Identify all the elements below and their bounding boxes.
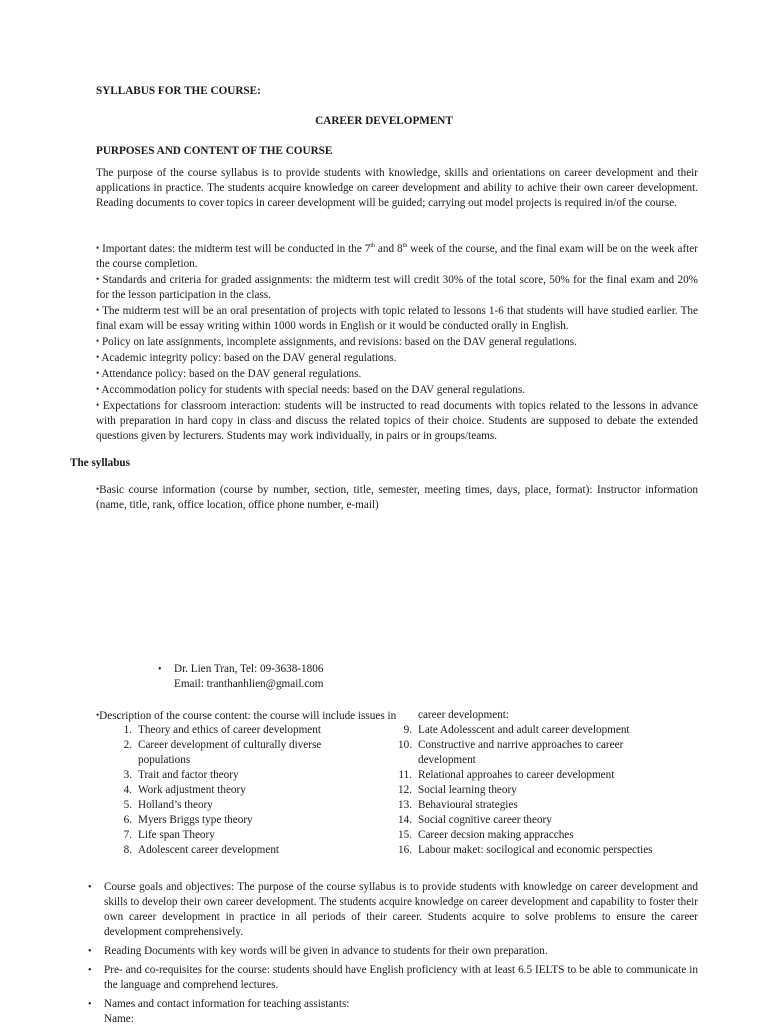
policy-item: • Accommodation policy for students with special needs: based on the DAV general regulations. <box>96 384 526 396</box>
topic-text: Social cognitive career theory <box>418 814 552 826</box>
topic-number: 10. <box>398 739 412 751</box>
topic-number: 3. <box>123 769 132 781</box>
course-name: CAREER DEVELOPMENT <box>315 115 453 127</box>
goal-item <box>88 880 698 940</box>
bullet-icon: • <box>96 384 100 394</box>
goal-item <box>88 944 698 959</box>
policy-item: • Important dates: the midterm test will be conducted in the 7th and 8th week of the course, and the final exam will be on the week after the course completion. <box>96 243 698 270</box>
topic-item <box>398 783 678 798</box>
bullet-icon: • <box>96 336 100 346</box>
topic-item <box>398 813 678 828</box>
bullet-icon: • <box>96 274 100 284</box>
bullet-icon: • <box>88 965 92 976</box>
policy-item: • Expectations for classroom interaction: students will be instructed to read documents with topics related to the lessons in advance with preparation in hard copy in class and discuss the related topics of their choice. Students are supposed to debate the extended questions given by lecturers. Students may work individually, in pairs or in groups/teams. <box>96 400 699 442</box>
basic-course-info: •Basic course information (course by number, section, title, semester, meeting times, days, place, format): Instructor information (name, title, rank, office location, office phone number, e-mail) <box>96 484 698 511</box>
bullet-icon: • <box>96 484 100 494</box>
intro-paragraph: The purpose of the course syllabus is to provide students with knowledge, skills and orientations on career development and their applications in practice. The students acquire knowledge on career development and ability to achive their own career development. Reading documents to cover topics in career development will be guided; carrying out model projects is required in/of the course. <box>96 167 698 209</box>
topic-text: Trait and factor theory <box>138 769 239 781</box>
topic-number: 5. <box>123 799 132 811</box>
bullet-icon: • <box>88 946 92 957</box>
topic-number: 14. <box>398 814 412 826</box>
description-intro: •Description of the course content: the course will include issues in <box>96 710 397 722</box>
ta-name-label: Name: <box>104 1013 134 1025</box>
instructor-name-phone: Dr. Lien Tran, Tel: 09-3638-1806 <box>174 663 324 675</box>
goal-text: Reading Documents with key words will be given in advance to students for their own preparation. <box>104 945 548 957</box>
topic-item <box>116 798 326 813</box>
topic-number: 6. <box>123 814 132 826</box>
topic-text: Social learning theory <box>418 784 517 796</box>
topic-number: 4. <box>123 784 132 796</box>
bullet-icon: • <box>96 352 100 362</box>
topic-item <box>116 783 326 798</box>
topic-text: Myers Briggs type theory <box>138 814 253 826</box>
topic-item <box>116 738 326 768</box>
topic-list-left <box>116 723 326 858</box>
topic-item <box>116 723 326 738</box>
instructor-contact <box>158 662 324 692</box>
bullet-icon: • <box>96 243 100 253</box>
topic-item <box>116 843 326 858</box>
topic-number: 13. <box>398 799 412 811</box>
instructor-email: Email: tranthanhlien@gmail.com <box>174 678 324 690</box>
topic-item <box>398 828 678 843</box>
bullet-icon: • <box>96 400 100 410</box>
goal-item <box>88 963 698 993</box>
syllabus-title: SYLLABUS FOR THE COURSE: <box>96 85 261 97</box>
topic-item <box>116 828 326 843</box>
topic-item <box>398 798 678 813</box>
topic-number: 11. <box>398 769 412 781</box>
policy-item: • The midterm test will be an oral presentation of projects with topic related to lessons 1-6 that students will have studied earlier. The final exam will be essay writing within 1000 words in English or it would be conducted orally in English. <box>96 305 698 332</box>
topic-text: Relational approahes to career development <box>418 769 615 781</box>
topic-text: Adolescent career development <box>138 844 280 856</box>
purposes-heading: PURPOSES AND CONTENT OF THE COURSE <box>96 145 333 157</box>
bullet-icon: • <box>88 999 92 1010</box>
topic-number: 7. <box>123 829 132 841</box>
bullet-icon: • <box>96 368 100 378</box>
policy-item: • Policy on late assignments, incomplete assignments, and revisions: based on the DAV general regulations. <box>96 336 577 348</box>
topic-item <box>398 738 678 768</box>
topic-text: Labour maket: socilogical and economic perspecties <box>418 844 653 856</box>
goal-item <box>88 997 698 1027</box>
topic-number: 1. <box>123 724 132 736</box>
topic-text: Late Adolesscent and adult career development <box>418 724 630 736</box>
topic-text: Life span Theory <box>138 829 215 841</box>
topic-number: 8. <box>123 844 132 856</box>
policy-list <box>96 241 698 444</box>
topic-number: 16. <box>398 844 412 856</box>
topic-number: 2. <box>123 739 132 751</box>
topic-list-right <box>398 723 678 858</box>
syllabus-heading: The syllabus <box>70 457 131 469</box>
topic-text: Career development of culturally diverse populations <box>138 739 322 766</box>
topic-item <box>116 768 326 783</box>
topic-text: Career decsion making appracches <box>418 829 574 841</box>
topic-text: Work adjustment theory <box>138 784 246 796</box>
topic-item <box>398 768 678 783</box>
goal-text: Course goals and objectives: The purpose of the course syllabus is to provide students with knowledge on career development and skills to develop their own career development. The students acquire knowledge on career development and capability to foster their own career development in practice in all periods of their career. Students acquire to solve problems to ensure the career development comprehensively. <box>104 881 698 938</box>
topic-text: Constructive and narrive approaches to career development <box>418 739 624 766</box>
description-tail: career development: <box>418 709 510 721</box>
goals-list <box>88 880 698 1027</box>
topic-text: Holland’s theory <box>138 799 213 811</box>
topic-item <box>116 813 326 828</box>
topic-number: 15. <box>398 829 412 841</box>
policy-item: • Standards and criteria for graded assignments: the midterm test will credit 30% of the total score, 50% for the final exam and 20% for the lesson participation in the class. <box>96 274 698 301</box>
goal-text: Pre- and co-requisites for the course: students should have English proficiency with at least 6.5 IELTS to be able to communicate in the language and comprehend lectures. <box>104 964 698 991</box>
topic-text: Theory and ethics of career development <box>138 724 321 736</box>
bullet-icon: • <box>96 710 100 720</box>
goal-text: Names and contact information for teaching assistants: <box>104 998 350 1010</box>
topic-number: 9. <box>403 724 412 736</box>
topic-item <box>398 723 678 738</box>
policy-item: • Academic integrity policy: based on the DAV general regulations. <box>96 352 397 364</box>
bullet-icon: • <box>96 305 100 315</box>
policy-item: • Attendance policy: based on the DAV general regulations. <box>96 368 362 380</box>
topic-item <box>398 843 678 858</box>
topic-text: Behavioural strategies <box>418 799 518 811</box>
bullet-icon: • <box>88 882 92 893</box>
bullet-icon: • <box>158 664 162 675</box>
topic-number: 12. <box>398 784 412 796</box>
